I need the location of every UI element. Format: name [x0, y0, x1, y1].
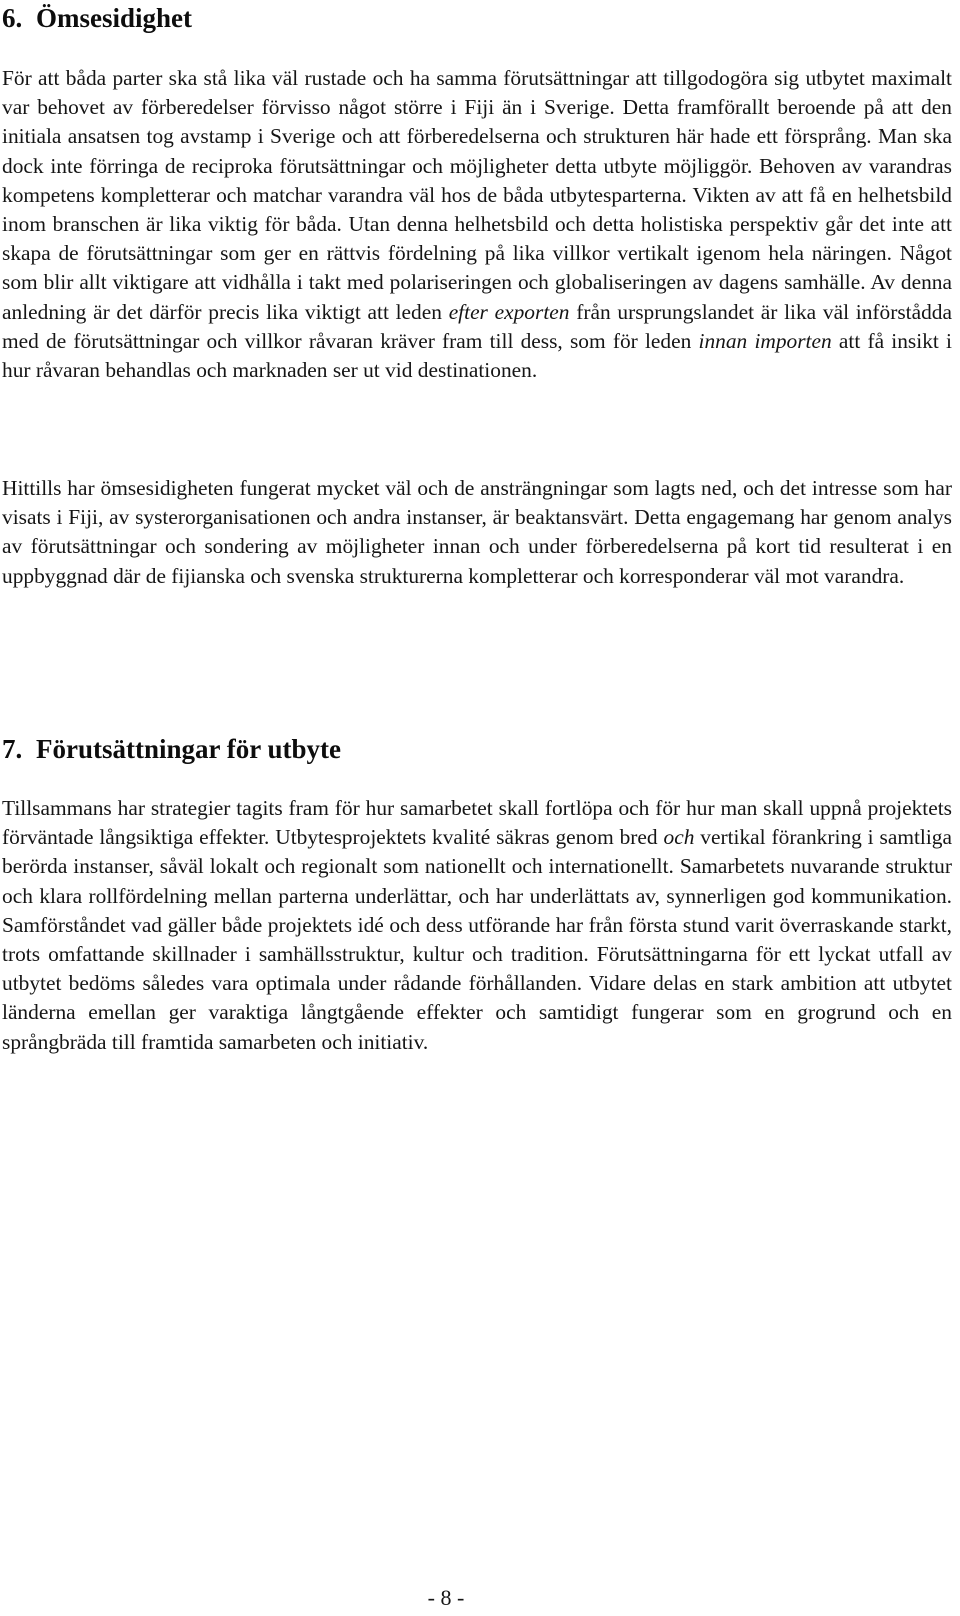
section-heading-forutsattningar — [2, 733, 341, 765]
emphasis-text: innan importen — [698, 328, 832, 353]
paragraph-engagement: Hittills har ömsesidigheten fungerat mycket väl och de ansträngningar som lagts ned, och det intresse som har visats i Fiji, av systerorganisationen och andra instanser, är beaktansvärt. Detta engagemang har genom analys av förutsättningar och sondering av möjligheter innan och under förberedelserna på kort tid resulterat i en uppbyggnad där de fijianska och svenska strukturerna kompletterar och korresponderar väl mot varandra. — [2, 476, 952, 588]
emphasis-text: och — [663, 825, 695, 850]
paragraph-reciprocity — [2, 64, 952, 385]
page-number: - 8 - — [427, 1585, 465, 1610]
paragraph-text: vertikal förankring i samtliga berörda instanser, såväl lokalt och regionalt som nationellt och internationellt. Samarbetets nuvarande struktur och klara rollfördelning mellan parterna underlättar, och har underlättats av, synnerligen god kommunikation. Samförståndet vad gäller både projektets idé och dess utförande har från första stund varit överraskande starkt, trots omfattande skillnader i samhällsstruktur, kultur och tradition. Förutsättningarna för ett lyckat utfall av utbytet bedöms således vara optimala under rådande förhållanden. Vidare delas en stark ambition att utbytet länderna emellan ger varaktiga långtgående effekter och samtidigt fungerar som en grogrund och en språngbräda till framtida samarbeten och initiativ. — [2, 825, 952, 1054]
section-number: 7. — [2, 734, 23, 764]
section-title: Förutsättningar för utbyte — [36, 734, 341, 764]
paragraph-prerequisites — [2, 794, 952, 1057]
page-footer — [0, 1585, 900, 1611]
paragraph-text: Tillsammans har strategier tagits fram för hur samarbetet skall fortlöpa och för hur man skall uppnå projektets förväntade långsiktiga effekter. Utbytesprojektets kvalité säkras genom bred — [2, 796, 952, 850]
paragraph-text: att få insikt i hur råvaran behandlas och marknaden ser ut vid destinationen. — [2, 328, 952, 383]
section-title: Ömsesidighet — [36, 3, 193, 33]
section-number: 6. — [2, 3, 23, 33]
section-heading-omsesidighet — [2, 2, 192, 34]
emphasis-text: efter exporten — [448, 299, 570, 324]
paragraph-text: För att båda parter ska stå lika väl rustade och ha samma förutsättningar att tillgodogöra sig utbytet maximalt var behovet av förberedelser förvisso något större i Fiji än i Sverige. Detta framförallt beroende på att den initiala ansatsen tog avstamp i Sverige och att förberedelserna och strukturen här hade ett försprång. Man ska dock inte förringa de reciproka förutsättningar och möjligheter detta utbyte möjliggör. Behoven av varandras kompetens kompletterar och matchar varandra väl hos de båda utbytesparterna. Vikten av att få en helhetsbild inom branschen är lika viktig för båda. Utan denna helhetsbild och detta holistiska perspektiv går det inte att skapa de förutsättningar som ger en rättvis fördelning på lika villkor vertikalt igenom hela näringen. Något som blir allt viktigare att vidhålla i takt med polariseringen och globaliseringen av dagens samhälle. Av denna anledning är det därför precis lika viktigt att leden — [2, 66, 952, 324]
paragraph-text: från ursprungslandet är lika väl införstådda med de förutsättningar och villkor råvaran kräver fram till dess, som för leden — [2, 299, 952, 353]
